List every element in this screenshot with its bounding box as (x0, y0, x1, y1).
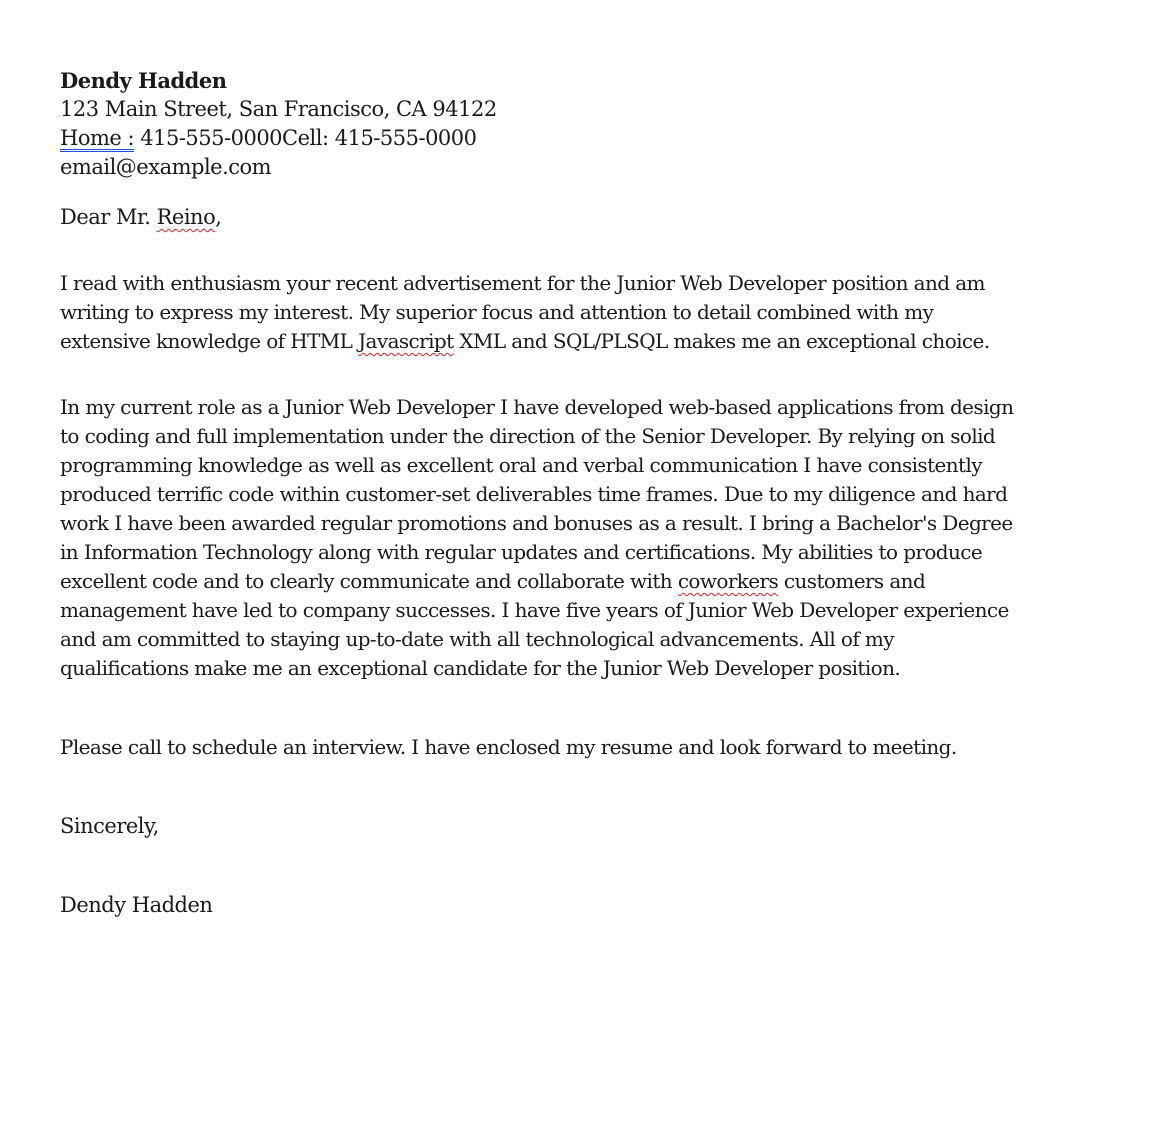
signature: Dendy Hadden (60, 893, 213, 917)
paragraph-line: qualifications make me an exceptional candidate for the Junior Web Developer position. (60, 656, 901, 680)
sender-name: Dendy Hadden (60, 68, 227, 93)
sender-phone (60, 124, 1120, 153)
text-run: extensive knowledge of HTML (60, 329, 359, 353)
closing: Sincerely, (60, 814, 159, 838)
paragraph-line: programming knowledge as well as excellent oral and verbal communication I have consistently (60, 453, 982, 477)
paragraph-line: in Information Technology along with regular updates and certifications. My abilities to produce (60, 540, 983, 564)
text-run: XML and SQL/PLSQL makes me an exceptional choice. (453, 329, 990, 353)
recipient-name: Reino (156, 205, 216, 229)
paragraph-call-to-action (60, 733, 1120, 762)
salutation-prefix: Dear Mr. (60, 205, 157, 229)
paragraph-line (60, 567, 1120, 596)
phone-label: Home : (60, 126, 135, 150)
paragraph-line: and am committed to staying up-to-date with all technological advancements. All of my (60, 627, 894, 651)
phone-numbers: 415-555-0000Cell: 415-555-0000 (134, 126, 477, 150)
salutation (60, 203, 1120, 232)
sender-email: email@example.com (60, 155, 272, 179)
salutation-comma: , (215, 205, 222, 229)
paragraph-intro (60, 269, 1120, 356)
paragraph-line: work I have been awarded regular promotions and bonuses as a result. I bring a Bachelor's Degree (60, 511, 1013, 535)
cover-letter (60, 66, 1120, 920)
text-run: customers and (778, 569, 926, 593)
sender-address: 123 Main Street, San Francisco, CA 94122 (60, 97, 497, 121)
paragraph-line: writing to express my interest. My superior focus and attention to detail combined with my (60, 300, 934, 324)
paragraph-line: I read with enthusiasm your recent advertisement for the Junior Web Developer position and am (60, 271, 985, 295)
text-run: excellent code and to clearly communicate and collaborate with (60, 569, 678, 593)
paragraph-experience (60, 393, 1120, 683)
paragraph-line (60, 327, 1120, 356)
paragraph-line: produced terrific code within customer-set deliverables time frames. Due to my diligence and hard (60, 482, 1008, 506)
paragraph-line: management have led to company successes. I have five years of Junior Web Developer experience (60, 598, 1009, 622)
misspelled-word: coworkers (677, 569, 779, 593)
paragraph-line: to coding and full implementation under the direction of the Senior Developer. By relying on solid (60, 424, 996, 448)
misspelled-word: Javascript (358, 329, 454, 353)
paragraph-line: In my current role as a Junior Web Developer I have developed web-based applications from design (60, 395, 1014, 419)
paragraph-line: Please call to schedule an interview. I have enclosed my resume and look forward to meeting. (60, 735, 957, 759)
